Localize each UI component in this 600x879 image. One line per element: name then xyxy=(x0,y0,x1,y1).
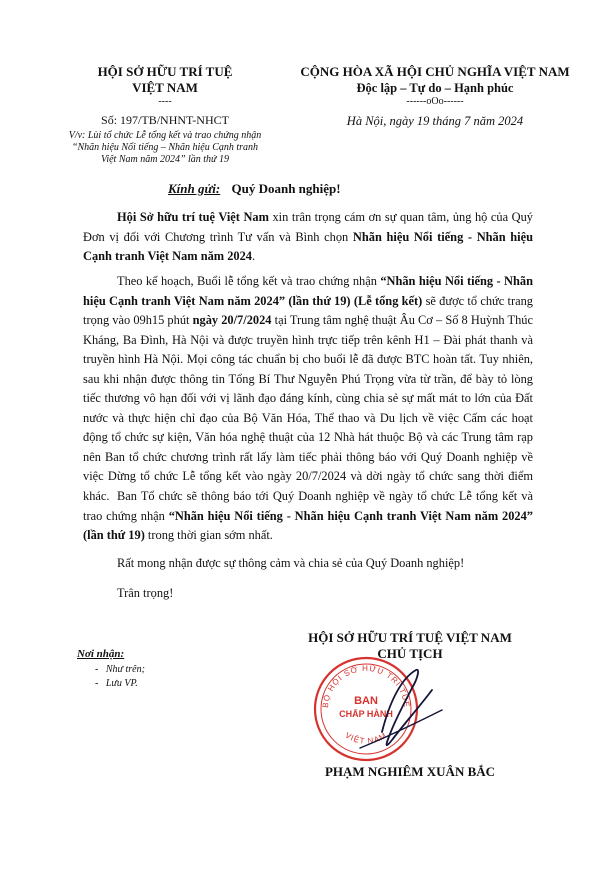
national-motto: Độc lập – Tự do – Hạnh phúc xyxy=(356,81,514,95)
program-name: Nhãn hiệu Nổi tiếng - Nhãn hiệu Cạnh tranh Việt Nam năm 2024 xyxy=(83,229,533,263)
p2-text: sẽ được tổ chức trang trọng vào 09h15 phút xyxy=(83,293,533,327)
org-name-line2: VIỆT NAM xyxy=(132,80,198,95)
seal-bottom-text: VIỆT NAM xyxy=(343,730,389,746)
org-rule: ---- xyxy=(158,96,172,107)
paragraph-2 xyxy=(83,272,533,506)
paragraph-5 xyxy=(83,584,533,604)
p4-text: Rất mong nhận được sự thông cảm và chia sẻ của Quý Doanh nghiệp! xyxy=(117,556,465,570)
org-name-inline: Hội Sở hữu trí tuệ Việt Nam xyxy=(117,210,269,224)
p5-text: Trân trọng! xyxy=(117,586,174,600)
p1-text: xin trân trọng cám ơn sự quan tâm, ủng hộ của Quý Đơn vị đối với Chương trình Tư vấn và Bình chọn xyxy=(83,210,533,244)
country-name: CỘNG HÒA XÃ HỘI CHỦ NGHĨA VIỆT NAM xyxy=(300,64,570,79)
recipient-item: - Lưu VP. xyxy=(95,678,138,689)
subject-line: “Nhãn hiệu Nổi tiếng – Nhãn hiệu Cạnh tranh xyxy=(71,142,259,153)
recipient-item: - Như trên; xyxy=(95,664,145,675)
p2-text: tại Trung tâm nghệ thuật Âu Cơ – Số 8 Huỳnh Thúc Kháng, Ba Đình, Hà Nội và được truyền hình trực tiếp trên kênh H1 – Đài phát thanh và truyền hình Hà Nội. Mọi công tác chuẩn bị cho buổi lễ đã được BTC hoàn tất. Tuy nhiên, sau khi nhận được thông tin Tổng Bí Thư Nguyễn Phú Trọng vừa từ trần, để bày tỏ lòng tiếc thương vô hạn đối với vị lãnh đạo đáng kính, cùng chia sẻ sự mất mát to lớn của Đất nước và thực hiện chỉ đạo của Bộ Văn Hóa, Thể thao và Du lịch về việc Cấm các hoạt động tổ chức sự kiện, Văn hóa nghệ thuật của 12 Nhà hát thuộc Bộ và các Trung tâm rạp nên Ban tổ chức chương trình rất lấy làm tiếc phải thông báo với Quý Doanh nghiệp về việc Dừng tổ chức Lễ tổng kết vào ngày 20/7/2024 và dời ngày tổ chức sang thời điểm khác. xyxy=(83,313,533,503)
paragraph-3 xyxy=(83,487,533,546)
subject-line: V/v: Lùi tổ chức Lễ tổng kết và trao chứng nhận xyxy=(68,130,262,141)
document-date: Hà Nội, ngày 19 tháng 7 năm 2024 xyxy=(346,114,524,128)
seal-ring-text: BỘ HỘI SỞ HỮU TRÍ TUỆ xyxy=(320,663,412,709)
handwritten-signature xyxy=(320,660,450,770)
p3-text: Ban Tổ chức sẽ thông báo tới Quý Doanh nghiệp về ngày tổ chức Lễ tổng kết và trao chứng nhận xyxy=(83,489,533,523)
program-name: “Nhãn hiệu Nổi tiếng - Nhãn hiệu Cạnh tranh Việt Nam năm 2024” (lần thứ 19) xyxy=(83,508,533,542)
salutation xyxy=(168,181,341,197)
document-subject xyxy=(60,130,270,166)
recipient-text: Lưu VP. xyxy=(105,678,138,689)
paragraph-1 xyxy=(83,208,533,267)
org-name-line1: HỘI SỞ HỮU TRÍ TUỆ xyxy=(97,64,233,79)
signature-org: HỘI SỞ HỮU TRÍ TUỆ VIỆT NAM xyxy=(308,630,512,645)
p3-text: trong thời gian sớm nhất. xyxy=(144,528,273,542)
salutation-label: Kính gửi: xyxy=(168,181,221,196)
subject-line: Việt Nam năm 2024” lần thứ 19 xyxy=(100,154,230,165)
recipient-text: Như trên; xyxy=(105,664,145,675)
p2-text: Theo kế hoạch, Buổi lễ tổng kết và trao chứng nhận xyxy=(117,274,381,288)
seal-center-line2: CHẤP HÀNH xyxy=(339,709,393,719)
motto-rule: ------oOo------ xyxy=(406,96,464,107)
signature-title: CHỦ TỊCH xyxy=(377,646,443,661)
salutation-recipient: Quý Doanh nghiệp! xyxy=(231,181,341,196)
p1-end: . xyxy=(252,249,256,263)
paragraph-4 xyxy=(83,554,533,574)
program-name: “Nhãn hiệu Nổi tiếng - Nhãn hiệu Cạnh tranh Việt Nam năm 2024” (lần thứ 19) (Lễ tổng kết) xyxy=(83,274,533,308)
document-number: Số: 197/TB/NHNT-NHCT xyxy=(101,113,229,127)
signer-name: PHẠM NGHIÊM XUÂN BẮC xyxy=(324,764,496,779)
event-date: ngày 20/7/2024 xyxy=(192,313,272,327)
recipients-label: Nơi nhận: xyxy=(77,648,125,660)
seal-center-line1: BAN xyxy=(354,695,378,707)
